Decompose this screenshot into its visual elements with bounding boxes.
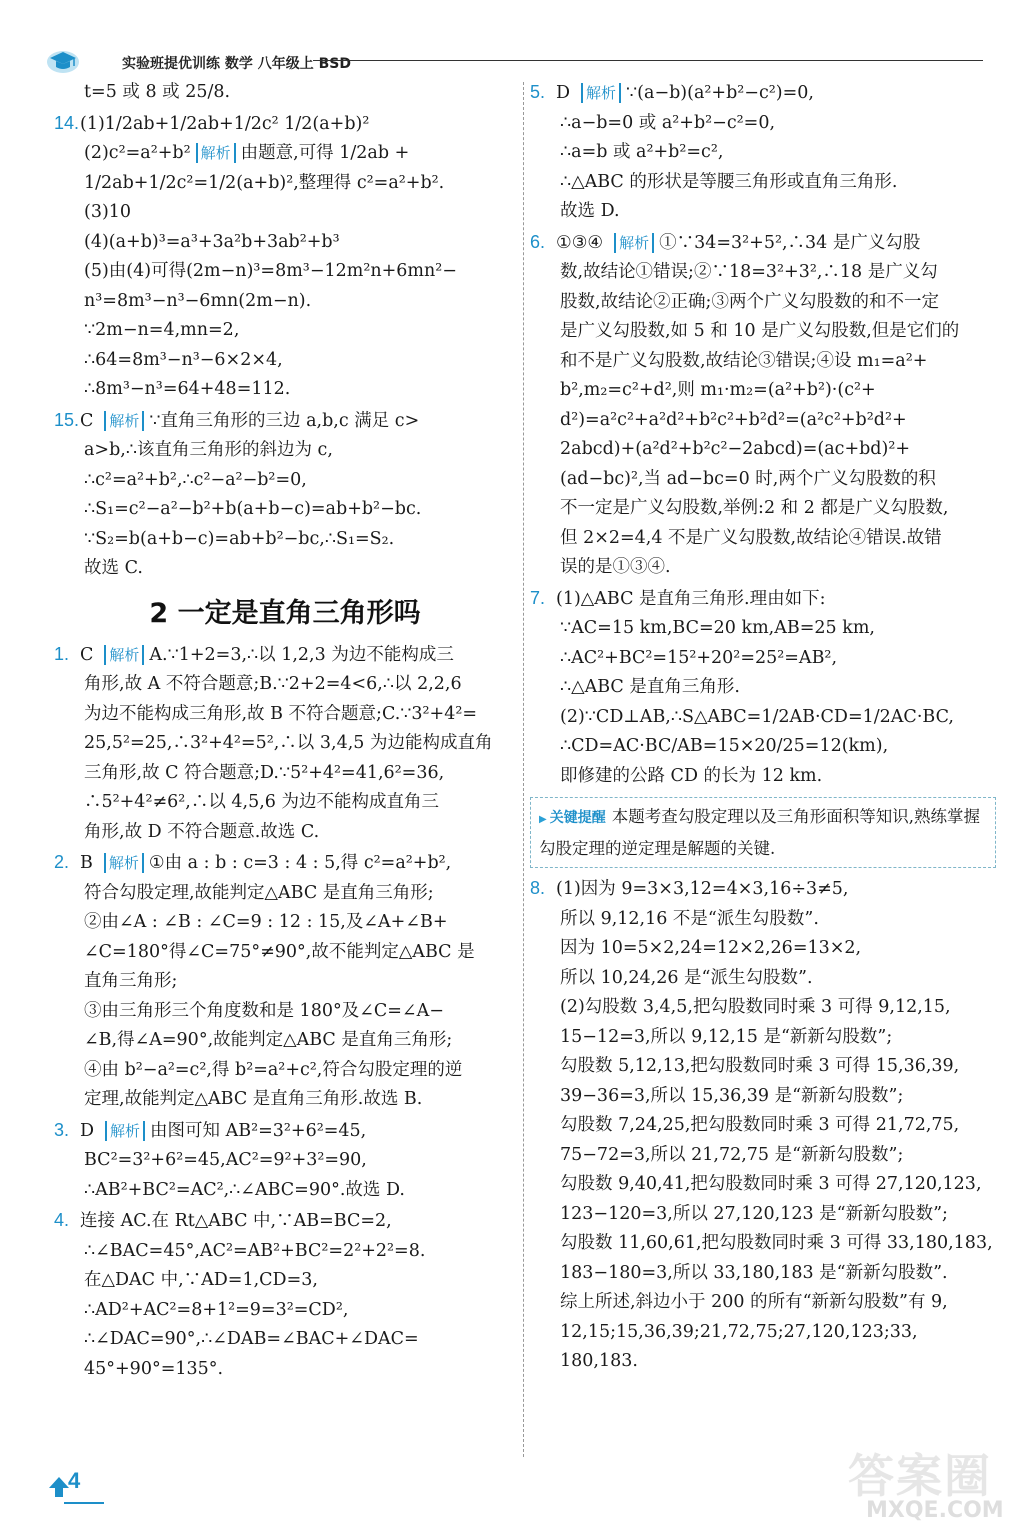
answer-line: 即修建的公路 CD 的长为 12 km. <box>560 765 823 786</box>
answer-line: ∠B,得∠A=90°,故能判定△ABC 是直角三角形; <box>84 1030 453 1050</box>
answer-line: 180,183. <box>560 1351 638 1371</box>
answer-line: ∴c²=a²+b²,∴c²−a²−b²=0, <box>84 469 307 490</box>
answer-line: 183−180=3,所以 33,180,183 是“新新勾股数”. <box>560 1262 948 1283</box>
answer-choice: D <box>80 1120 95 1141</box>
question-number: 7. <box>530 587 546 608</box>
answer-line: ∴a=b 或 a²+b²=c², <box>560 142 724 162</box>
question-number: 15. <box>54 409 80 430</box>
header-rule <box>313 60 983 61</box>
footer-rule <box>64 1502 104 1504</box>
answer-line: 是广义勾股数,如 5 和 10 是广义勾股数,但是它们的 <box>560 321 960 341</box>
question-15 <box>54 406 516 584</box>
answer-line: 定理,故能判定△ABC 是直角三角形.故选 B. <box>84 1089 423 1109</box>
answer-line: 25,5²=25,∴3²+4²=5²,∴以 3,4,5 为边能构成直角 <box>84 733 493 753</box>
question-4 <box>54 1206 516 1384</box>
answer-line: ∠C=180°得∠C=75°≠90°,故不能判定△ABC 是 <box>84 941 475 962</box>
answer-choice: B <box>80 853 93 873</box>
answer-line: 连接 AC.在 Rt△ABC 中,∵AB=BC=2, <box>80 1211 392 1231</box>
column-divider <box>523 82 524 1457</box>
answer-line: 勾股数 7,24,25,把勾股数同时乘 3 可得 21,72,75, <box>560 1115 960 1135</box>
watermark-text: 答案圈 <box>848 1449 992 1503</box>
answer-line: t=5 或 8 或 25/8. <box>84 82 231 102</box>
analysis-tag: 解析 <box>104 645 144 665</box>
answer-line: ∴∠DAC=90°,∴∠DAB=∠BAC+∠DAC= <box>84 1329 419 1349</box>
answer-line: 由题意,可得 1/2ab + <box>240 143 410 163</box>
answer-line: (1)△ABC 是直角三角形.理由如下: <box>556 588 826 609</box>
answer-line: ∴a−b=0 或 a²+b²−c²=0, <box>560 112 776 133</box>
answer-line: 故选 C. <box>84 558 143 578</box>
answer-line: ∴AC²+BC²=15²+20²=25²=AB², <box>560 647 838 668</box>
answer-line: 为边不能构成三角形,故 B 不符合题意;C.∵3²+4²= <box>84 703 478 724</box>
answer-line: 1/2ab+1/2c²=1/2(a+b)²,整理得 c²=a²+b². <box>84 172 445 193</box>
question-2 <box>54 848 516 1115</box>
answer-choice: D <box>556 83 571 103</box>
answer-line: 角形,故 D 不符合题意.故选 C. <box>84 821 320 842</box>
question-14 <box>54 109 516 405</box>
answer-line: 角形,故 A 不符合题意;B.∵2+2=4<6,∴以 2,2,6 <box>84 674 462 694</box>
analysis-tag: 解析 <box>104 411 144 431</box>
question-1 <box>54 640 516 848</box>
question-number: 3. <box>54 1119 70 1140</box>
analysis-tag: 解析 <box>104 853 144 873</box>
watermark-url: MXQE.COM <box>866 1498 1004 1523</box>
answer-line: 勾股数 11,60,61,把勾股数同时乘 3 可得 33,180,183, <box>560 1233 993 1253</box>
answer-line: ∵直角三角形的三边 a,b,c 满足 c> <box>149 410 420 431</box>
answer-line: (ad−bc)²,当 ad−bc=0 时,两个广义勾股数的积 <box>560 468 936 489</box>
question-8 <box>530 874 996 1377</box>
answer-line: 勾股数 9,40,41,把勾股数同时乘 3 可得 27,120,123, <box>560 1174 982 1194</box>
answer-line: (2)∵CD⊥AB,∴S△ABC=1/2AB·CD=1/2AC·BC, <box>560 706 954 727</box>
analysis-tag: 解析 <box>105 1121 145 1141</box>
answer-line: (2)勾股数 3,4,5,把勾股数同时乘 3 可得 9,12,15, <box>560 997 951 1017</box>
answer-line: n³=8m³−n³−6mn(2m−n). <box>84 290 312 311</box>
answer-choice: C <box>80 644 94 665</box>
analysis-tag: 解析 <box>581 83 621 103</box>
answer-line: ∴△ABC 的形状是等腰三角形或直角三角形. <box>560 171 898 192</box>
answer-line: ①由 a : b : c=3 : 4 : 5,得 c²=a²+b², <box>148 853 452 873</box>
answer-line: BC²=3²+6²=45,AC²=9²+3²=90, <box>84 1150 367 1170</box>
answer-line: 和不是广义勾股数,故结论③错误;④设 m₁=a²+ <box>560 350 928 371</box>
continued-answer <box>54 78 516 108</box>
answer-line: ∴64=8m³−n³−6×2×4, <box>84 349 283 370</box>
answer-line: ∴8m³−n³=64+48=112. <box>84 379 291 399</box>
answer-line: 勾股数 5,12,13,把勾股数同时乘 3 可得 15,36,39, <box>560 1056 960 1076</box>
question-7 <box>530 584 996 792</box>
answer-line: ∵(a−b)(a²+b²−c²)=0, <box>626 83 814 103</box>
answer-line: ∴S₁=c²−a²−b²+b(a+b−c)=ab+b²−bc. <box>84 499 422 519</box>
answer-line: 由图可知 AB²=3²+6²=45, <box>150 1120 367 1141</box>
answer-line: 直角三角形; <box>84 971 178 991</box>
answer-line: ∵AC=15 km,BC=20 km,AB=25 km, <box>560 618 875 638</box>
answer-line: 在△DAC 中,∵AD=1,CD=3, <box>84 1270 318 1290</box>
key-reminder-box <box>530 797 996 868</box>
section-title: 2 一定是直角三角形吗 <box>149 597 421 629</box>
answer-line: ∵2m−n=4,mn=2, <box>84 320 240 340</box>
key-reminder-label: ▶ 关键提醒 <box>539 804 606 834</box>
answer-line: ∴AD²+AC²=8+1²=9=3²=CD², <box>84 1299 349 1320</box>
answer-line: ∵S₂=b(a+b−c)=ab+b²−bc,∴S₁=S₂. <box>84 528 395 549</box>
analysis-tag: 解析 <box>196 143 236 163</box>
answer-line: ∴△ABC 是直角三角形. <box>560 677 740 697</box>
question-number: 8. <box>530 878 546 898</box>
key-reminder-text: 本题考查勾股定理以及三角形面积等知识,熟练掌握勾股定理的逆定理是解题的关键. <box>539 807 980 858</box>
answer-line: b²,m₂=c²+d²,则 m₁·m₂=(a²+b²)·(c²+ <box>560 380 876 400</box>
answer-line: 所以 10,24,26 是“派生勾股数”. <box>560 967 813 988</box>
answer-line: 股数,故结论②正确;③两个广义勾股数的和不一定 <box>560 291 939 312</box>
watermark-logo <box>840 1440 1010 1530</box>
answer-line: A.∵1+2=3,∴以 1,2,3 为边不能构成三 <box>149 644 454 665</box>
answer-line: 2abcd)+(a²d²+b²c²−2abcd)=(ac+bd)²+ <box>560 439 911 459</box>
answer-line: ②由∠A : ∠B : ∠C=9 : 12 : 15,及∠A+∠B+ <box>84 912 448 932</box>
question-number: 14. <box>54 112 80 133</box>
answer-line: (1)1/2ab+1/2ab+1/2c² 1/2(a+b)² <box>80 113 370 134</box>
question-number: 6. <box>530 231 546 252</box>
answer-line: (1)因为 9=3×3,12=4×3,16÷3≠5, <box>556 879 849 899</box>
answer-line: 15−12=3,所以 9,12,15 是“新新勾股数”; <box>560 1026 893 1047</box>
answer-line: 数,故结论①错误;②∵18=3²+3²,∴18 是广义勾 <box>560 262 938 282</box>
answer-line: a>b,∴该直角三角形的斜边为 c, <box>84 440 333 460</box>
answer-line: 但 2×2=4,4 不是广义勾股数,故结论④错误.故错 <box>560 527 942 548</box>
question-number: 5. <box>530 82 546 102</box>
graduation-cap-icon <box>46 48 80 74</box>
right-column <box>530 78 996 1378</box>
question-number: 2. <box>54 852 70 872</box>
answer-line: 75−72=3,所以 21,72,75 是“新新勾股数”; <box>560 1144 904 1165</box>
answer-line: 39−36=3,所以 15,36,39 是“新新勾股数”; <box>560 1085 904 1106</box>
answer-line: 三角形,故 C 符合题意;D.∵5²+4²=41,6²=36, <box>84 762 445 783</box>
page-number: 4 <box>68 1468 81 1493</box>
book-title: 实验班提优训练 数学 八年级上 BSD <box>122 56 351 72</box>
answer-line: 12,15;15,36,39;21,72,75;27,120,123;33, <box>560 1321 918 1342</box>
left-column <box>54 78 516 1385</box>
answer-line: 123−120=3,所以 27,120,123 是“新新勾股数”; <box>560 1203 948 1224</box>
answer-line: 因为 10=5×2,24=12×2,26=13×2, <box>560 938 862 958</box>
question-number: 1. <box>54 643 70 664</box>
question-5 <box>530 78 996 227</box>
answer-line: (2)c²=a²+b² <box>84 143 191 163</box>
answer-line: 符合勾股定理,故能判定△ABC 是直角三角形; <box>84 882 434 903</box>
answer-line: ④由 b²−a²=c²,得 b²=a²+c²,符合勾股定理的逆 <box>84 1059 463 1080</box>
answer-line: 所以 9,12,16 不是“派生勾股数”. <box>560 908 819 929</box>
answer-choice: ①③④ <box>556 232 604 253</box>
answer-line: d²)=a²c²+a²d²+b²c²+b²d²=(a²c²+b²d²+ <box>560 409 907 430</box>
question-3 <box>54 1116 516 1206</box>
answer-line: ①∵34=3²+5²,∴34 是广义勾股 <box>659 232 921 253</box>
answer-line: (3)10 <box>84 202 132 222</box>
up-arrow-icon <box>48 1476 70 1498</box>
answer-line: 误的是①③④. <box>560 557 671 577</box>
answer-line: ③由三角形三个角度数和是 180°及∠C=∠A− <box>84 1000 444 1021</box>
answer-line: 故选 D. <box>560 201 620 221</box>
question-number: 4. <box>54 1210 70 1230</box>
answer-choice: C <box>80 410 94 431</box>
answer-line: ∴∠BAC=45°,AC²=AB²+BC²=2²+2²=8. <box>84 1240 426 1261</box>
answer-line: 综上所述,斜边小于 200 的所有“新新勾股数”有 9, <box>560 1292 948 1312</box>
answer-line: ∴AB²+BC²=AC²,∴∠ABC=90°.故选 D. <box>84 1179 405 1200</box>
question-6 <box>530 228 996 583</box>
answer-line: ∴CD=AC·BC/AB=15×20/25=12(km), <box>560 736 889 756</box>
page-header <box>38 44 988 76</box>
analysis-tag: 解析 <box>614 233 654 253</box>
answer-line: 45°+90°=135°. <box>84 1358 224 1379</box>
answer-line: (4)(a+b)³=a³+3a²b+3ab²+b³ <box>84 231 340 252</box>
answer-line: (5)由(4)可得(2m−n)³=8m³−12m²n+6mn²− <box>84 261 457 281</box>
answer-line: 不一定是广义勾股数,举例:2 和 2 都是广义勾股数, <box>560 498 949 518</box>
answer-line: ∴5²+4²≠6²,∴以 4,5,6 为边不能构成直角三 <box>84 792 439 812</box>
